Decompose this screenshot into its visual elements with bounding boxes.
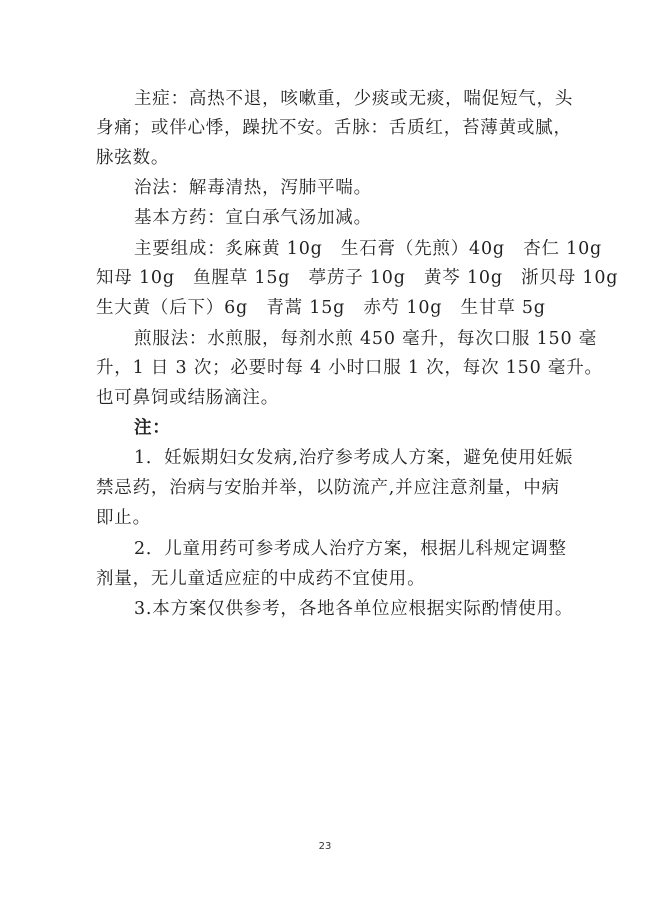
basic-prescription: 基本方药：宣白承气汤加减。 [134,208,372,228]
composition-line-2: 知母 10g 鱼腥草 15g 葶苈子 10g 黄芩 10g 浙贝母 10g [96,268,619,288]
composition-line-1: 主要组成：炙麻黄 10g 生石膏（先煎）40g 杏仁 10g [134,239,603,259]
decoction-line-3: 也可鼻饲或结肠滴注。 [96,388,279,408]
notes-heading: 注： [134,418,171,438]
note-1-line-2: 禁忌药，治病与安胎并举，以防流产,并应注意剂量，中病 [96,478,560,498]
decoction-line-2: 升，1 日 3 次；必要时每 4 小时口服 1 次，每次 150 毫升。 [96,358,603,378]
main-symptoms-line-3: 脉弦数。 [96,148,170,168]
note-1-line-3: 即止。 [96,508,151,528]
decoction-line-1: 煎服法：水煎服，每剂水煎 450 毫升，每次口服 150 毫 [134,329,598,349]
note-2-line-2: 剂量，无儿童适应症的中成药不宜使用。 [96,569,426,589]
page-number: 23 [318,841,332,852]
note-3: 3.本方案仅供参考，各地各单位应根据实际酌情使用。 [134,599,574,619]
composition-line-3: 生大黄（后下）6g 青蒿 15g 赤芍 10g 生甘草 5g [96,298,546,318]
note-1-line-1: 1．妊娠期妇女发病,治疗参考成人方案，避免使用妊娠 [134,448,574,468]
note-2-line-1: 2．儿童用药可参考成人治疗方案，根据儿科规定调整 [134,539,567,559]
treatment-method: 治法：解毒清热，泻肺平喘。 [134,178,372,198]
main-symptoms-line-2: 身痛；或伴心悸，躁扰不安。舌脉：舌质红，苔薄黄或腻， [96,118,572,138]
main-symptoms-line-1: 主症：高热不退，咳嗽重，少痰或无痰，喘促短气，头 [134,89,574,109]
